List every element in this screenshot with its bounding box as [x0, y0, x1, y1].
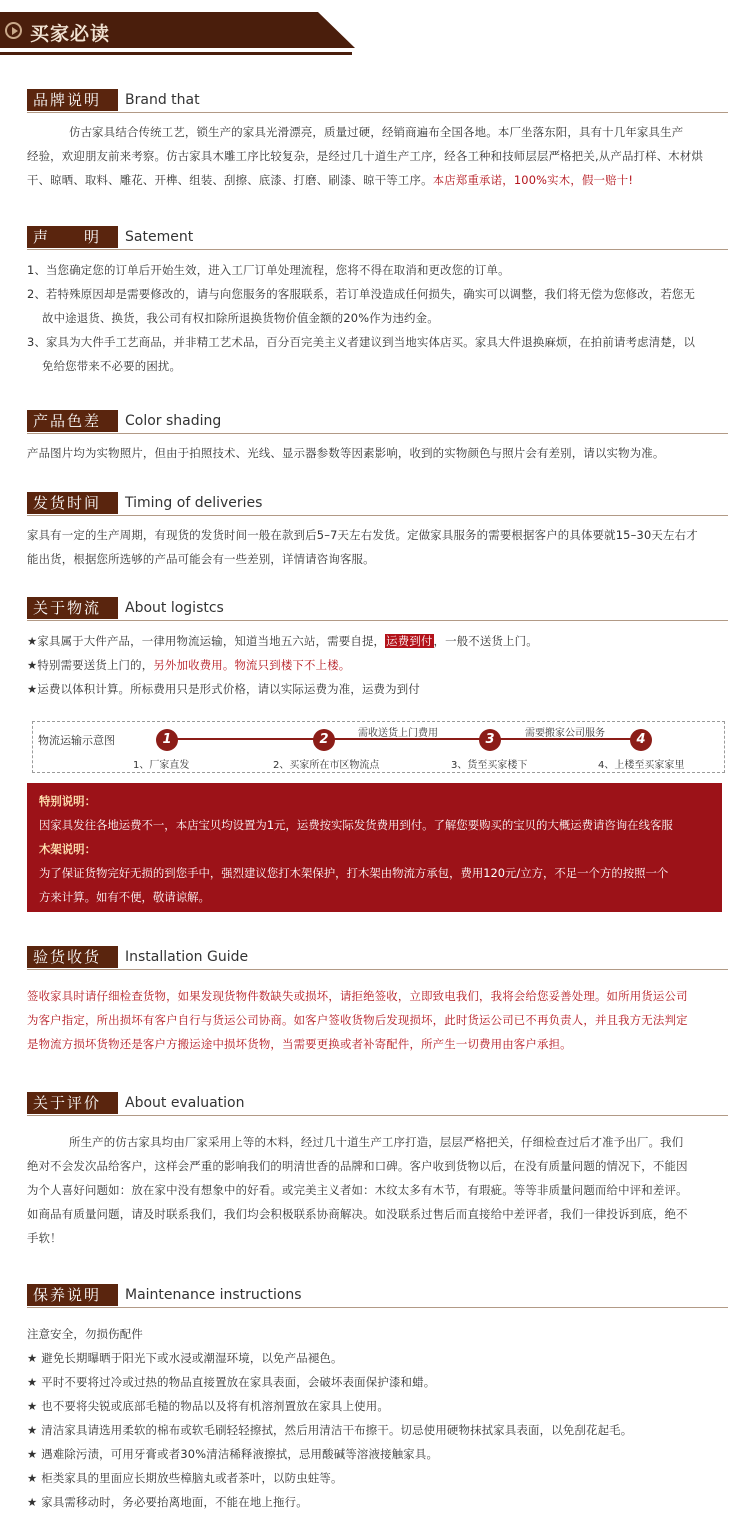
section-header-evaluation [27, 1092, 728, 1116]
diagram-step: 3、货至买家楼下 [451, 760, 528, 771]
evaluation-line: 如商品有质量问题，请及时联系我们，我们均会积极联系协商解决。如没联系过售后而直接给中差评者，我们一律投诉到底，绝不 [27, 1207, 688, 1221]
diagram-step: 4、上楼至买家家里 [598, 760, 685, 771]
logistics-line: ★特别需要送货上门的， [27, 658, 154, 672]
statement-line: 2、若特殊原因却是需要修改的，请与向您服务的客服联系，若订单没造成任何损失，确实可以调整，我们将无偿为您修改，若您无 [27, 287, 696, 301]
section-tag: 产品色差 [27, 410, 118, 432]
freight-collect-highlight: 运费到付 [386, 634, 433, 648]
logistics-line: ，一般不送货上门。 [433, 634, 538, 648]
section-header-brand [27, 89, 728, 113]
evaluation-line: 所生产的仿古家具均由厂家采用上等的木料，经过几十道生产工序打造，层层严格把关，仔细检查过后才准予出厂。我们 [69, 1135, 684, 1149]
top-banner [0, 12, 355, 48]
brand-promise: 本店郑重承诺，100%实木，假一赔十! [432, 173, 634, 187]
special-title: 特别说明： [39, 794, 96, 808]
maintenance-item: ★ 平时不要将过冷或过热的物品直接置放在家具表面，会破坏表面保护漆和蜡。 [27, 1375, 436, 1389]
color-text [27, 441, 727, 465]
maintenance-item: ★ 也不要将尖锐或底部毛糙的物品以及将有机溶剂置放在家具上使用。 [27, 1399, 389, 1413]
evaluation-line: 绝对不会发次品给客户，这样会严重的影响我们的明清世香的品牌和口碑。客户收到货物以后，在没有质量问题的情况下，不能因 [27, 1159, 688, 1173]
section-en-title: Brand that [125, 92, 200, 108]
diagram-node: 1 [156, 729, 178, 751]
maintenance-intro: 注意安全，勿损伤配件 [27, 1327, 143, 1341]
section-header-statement [27, 226, 728, 250]
section-en-title: Installation Guide [125, 949, 249, 965]
section-header-inspection [27, 946, 728, 970]
section-header-color [27, 410, 728, 434]
statement-line: 3、家具为大件手工艺商品，并非精工艺术品，百分百完美主义者建议到当地实体店买。家具大件退换麻烦，在拍前请考虑清楚，以 [27, 335, 696, 349]
logistics-red-note: 另外加收费用。物流只到楼下不上楼。 [153, 658, 351, 672]
play-icon [5, 22, 22, 39]
section-tag: 声 明 [27, 226, 118, 248]
diagram-label: 物流运输示意图 [38, 734, 115, 747]
delivery-text [27, 523, 727, 571]
section-en-title: About evaluation [125, 1095, 245, 1111]
inspection-line: 签收家具时请仔细检查货物，如果发现货物件数缺失或损坏，请拒绝签收，立即致电我们，我将会给您妥善处理。如所用货运公司 [27, 989, 688, 1003]
brand-line: 经验，欢迎朋友前来考察。仿古家具木雕工序比较复杂，是经过几十道生产工序，经各工种和技师层层严格把关,从产品打样、木材烘 [27, 149, 704, 163]
section-header-logistics [27, 597, 728, 621]
section-en-title: Satement [125, 229, 194, 245]
delivery-line: 家具有一定的生产周期，有现货的发货时间一般在款到后5–7天左右发货。定做家具服务的需要根据客户的具体要就15–30天左右才 [27, 528, 698, 542]
logistics-line: ★运费以体积计算。所标费用只是形式价格，请以实际运费为准，运费为到付 [27, 682, 420, 696]
delivery-line: 能出货，根据您所选够的产品可能会有一些差别，详情请咨询客服。 [27, 552, 375, 566]
diagram-node: 4 [630, 729, 652, 751]
section-tag: 关于物流 [27, 597, 118, 619]
statement-line: 1、当您确定您的订单后开始生效，进入工厂订单处理流程，您将不得在取消和更改您的订单。 [27, 263, 510, 277]
inspection-line: 为客户指定，所出损坏有客户自行与货运公司协商。如客户签收货物后发现损坏，此时货运公司已不再负责人，并且我方无法判定 [27, 1013, 688, 1027]
maintenance-item: ★ 柜类家具的里面应长期放些樟脑丸或者茶叶，以防虫蛀等。 [27, 1471, 343, 1485]
maintenance-item: ★ 清洁家具请选用柔软的棉布或软毛刷轻轻擦拭，然后用清洁干布擦干。切忌使用硬物抹拭家具表面，以免刮花起毛。 [27, 1423, 633, 1437]
diagram-node: 2 [313, 729, 335, 751]
inspection-text [27, 984, 727, 1056]
diagram-note: 需收送货上门费用 [358, 728, 438, 739]
evaluation-text [27, 1130, 727, 1250]
inspection-line: 是物流方损坏货物还是客户方搬运途中损坏货物，当需要更换或者补寄配件，所产生一切费用由客户承担。 [27, 1037, 572, 1051]
section-tag: 品牌说明 [27, 89, 118, 111]
section-en-title: Color shading [125, 413, 222, 429]
statement-line: 免给您带来不必要的困扰。 [42, 359, 182, 373]
statement-line: 故中途退货、换货，我公司有权扣除所退换货物价值金额的20%作为违约金。 [42, 311, 439, 325]
section-en-title: Maintenance instructions [125, 1287, 302, 1303]
logistics-line: ★家具属于大件产品，一律用物流运输，知道当地五六站，需要自提， [27, 634, 386, 648]
brand-line: 仿古家具结合传统工艺，锁生产的家具光滑漂亮，质量过硬，经销商遍布全国各地。本厂坐落东阳，具有十几年家具生产 [69, 125, 684, 139]
section-en-title: About logistcs [125, 600, 224, 616]
diagram-step: 1、厂家直发 [133, 760, 190, 771]
logistics-text [27, 629, 727, 701]
brand-line: 干、晾晒、取料、雕花、开榫、组装、刮擦、底漆、打磨、刷漆、晾干等工序。 [27, 173, 433, 187]
maintenance-item: ★ 避免长期曝晒于阳光下或水浸或潮湿环境，以免产品褪色。 [27, 1351, 343, 1365]
wood-frame-text: 为了保证货物完好无损的到您手中，强烈建议您打木架保护，打木架由物流方承包，费用120元/立方，不足一个方的按照一个 [39, 866, 669, 880]
section-header-maintenance [27, 1284, 728, 1308]
maintenance-item: ★ 遇难除污渍，可用牙膏或者30%清洁稀释液擦拭，忌用酸碱等溶液接触家具。 [27, 1447, 439, 1461]
special-notice-box [27, 783, 722, 912]
diagram-node: 3 [479, 729, 501, 751]
banner-underline [0, 52, 352, 55]
evaluation-line: 为个人喜好问题如：放在家中没有想象中的好看。或完美主义者如：木纹太多有木节，有瑕疵。等等非质量问题而给中评和差评。 [27, 1183, 688, 1197]
brand-text [27, 120, 727, 192]
diagram-step: 2、买家所在市区物流点 [273, 760, 380, 771]
special-text: 因家具发往各地运费不一，本店宝贝均设置为1元，运费按实际发货费用到付。了解您要购买的宝贝的大概运费请咨询在线客服 [39, 818, 673, 832]
statement-text [27, 258, 727, 378]
section-tag: 发货时间 [27, 492, 118, 514]
section-header-delivery [27, 492, 728, 516]
section-en-title: Timing of deliveries [125, 495, 263, 511]
wood-frame-title: 木架说明： [39, 842, 96, 856]
maintenance-item: ★ 家具需移动时，务必要抬离地面，不能在地上拖行。 [27, 1495, 308, 1509]
banner-title: 买家必读 [30, 23, 111, 45]
section-tag: 关于评价 [27, 1092, 118, 1114]
wood-frame-text: 方来计算。如有不便，敬请谅解。 [39, 890, 210, 904]
section-tag: 验货收货 [27, 946, 118, 968]
section-tag: 保养说明 [27, 1284, 118, 1306]
evaluation-line: 手软！ [27, 1231, 62, 1245]
logistics-diagram [32, 721, 725, 773]
diagram-note: 需要搬家公司服务 [525, 728, 605, 739]
maintenance-text [27, 1322, 727, 1514]
color-line: 产品图片均为实物照片，但由于拍照技术、光线、显示器参数等因素影响，收到的实物颜色与照片会有差别，请以实物为准。 [27, 446, 665, 460]
